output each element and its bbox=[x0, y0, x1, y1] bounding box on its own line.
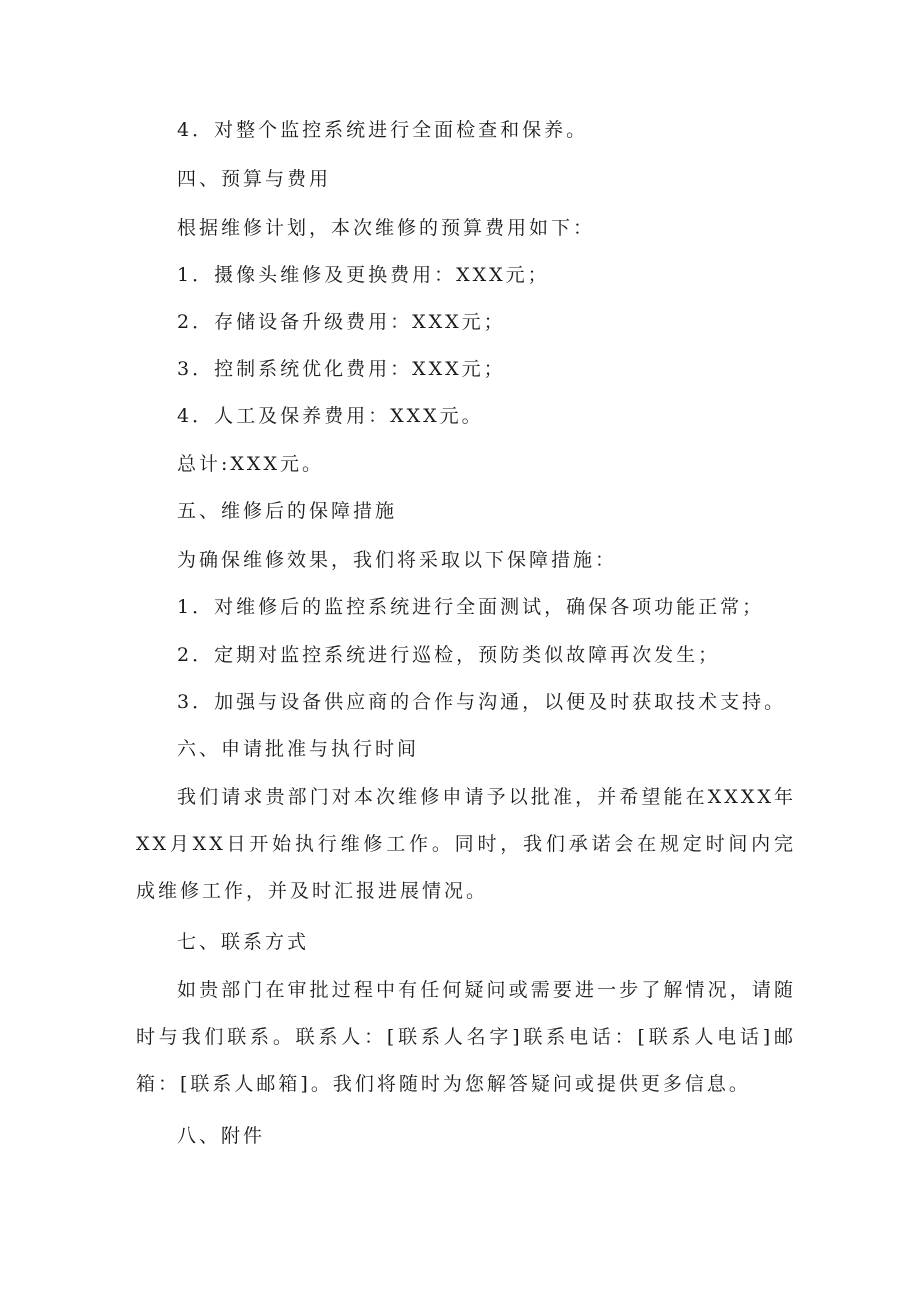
section-heading: 六、申请批准与执行时间 bbox=[177, 738, 420, 760]
section-heading: 七、联系方式 bbox=[177, 931, 310, 953]
paragraph: 如贵部门在审批过程中有任何疑问或需要进一步了解情况，请随时与我们联系。联系人：[联系人名字]联系电话：[联系人电话]邮箱：[联系人邮箱]。我们将随时为您解答疑问或提供更多信息。 bbox=[136, 979, 796, 1095]
section-heading: 四、预算与费用 bbox=[177, 168, 332, 190]
list-item: 1．对维修后的监控系统进行全面测试，确保各项功能正常； bbox=[177, 596, 765, 618]
approval-paragraph-block bbox=[136, 774, 796, 915]
section-heading: 五、维修后的保障措施 bbox=[177, 500, 398, 522]
section-heading: 八、附件 bbox=[177, 1125, 266, 1147]
list-item: 4．对整个监控系统进行全面检查和保养。 bbox=[177, 119, 589, 141]
list-item: 4．人工及保养费用：XXX元。 bbox=[177, 405, 484, 427]
list-item: 3．控制系统优化费用：XXX元； bbox=[177, 358, 506, 380]
total-line: 总计:XXX元。 bbox=[177, 453, 324, 475]
paragraph: 根据维修计划，本次维修的预算费用如下： bbox=[177, 217, 596, 239]
paragraph: 为确保维修效果，我们将采取以下保障措施： bbox=[177, 549, 618, 571]
paragraph: 我们请求贵部门对本次维修申请予以批准，并希望能在XXXX年XX月XX日开始执行维修工作。同时，我们承诺会在规定时间内完成维修工作，并及时汇报进展情况。 bbox=[136, 786, 796, 902]
list-item: 2．存储设备升级费用：XXX元； bbox=[177, 311, 506, 333]
list-item: 2．定期对监控系统进行巡检，预防类似故障再次发生； bbox=[177, 644, 721, 666]
contact-paragraph-block bbox=[136, 967, 796, 1108]
list-item: 1．摄像头维修及更换费用：XXX元； bbox=[177, 264, 550, 286]
list-item: 3．加强与设备供应商的合作与沟通，以便及时获取技术支持。 bbox=[177, 691, 787, 713]
